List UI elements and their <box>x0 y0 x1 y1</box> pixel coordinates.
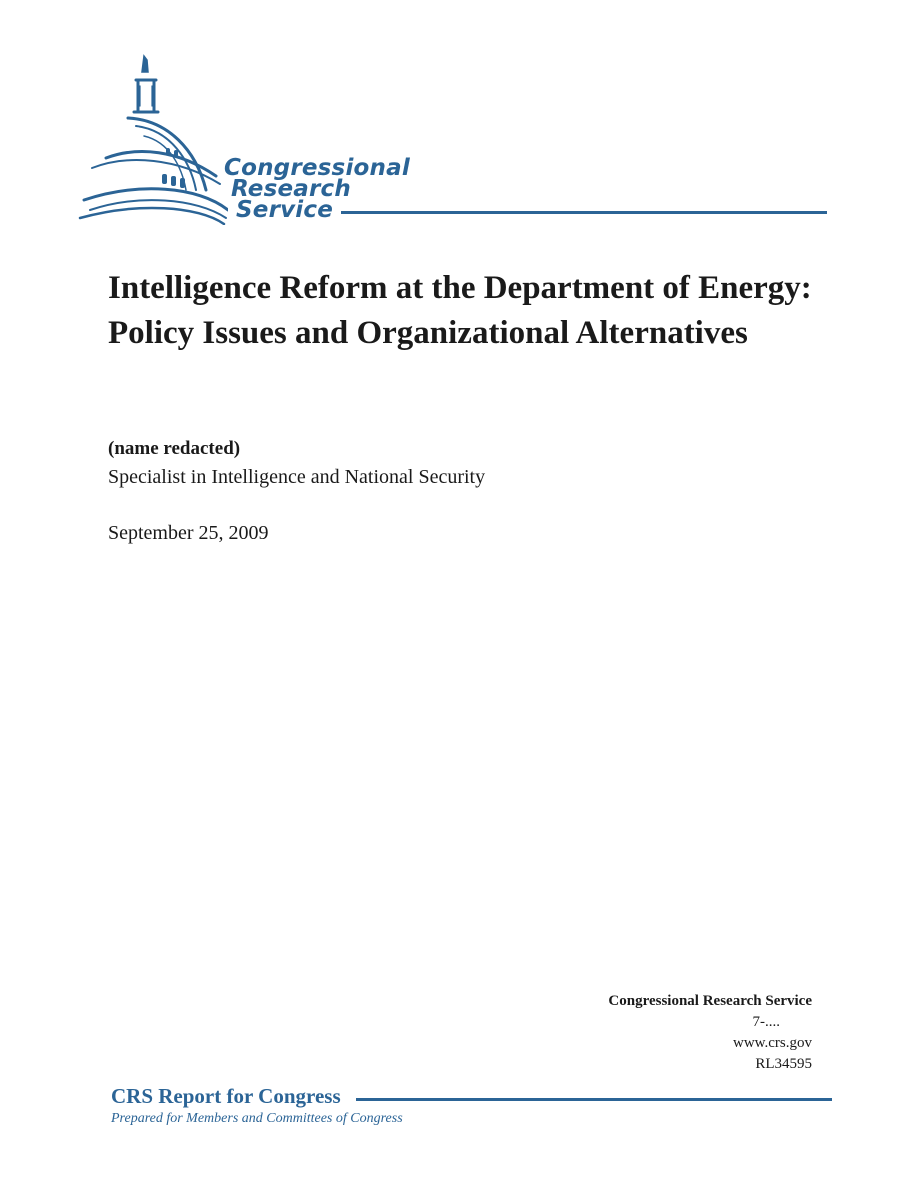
report-date: September 25, 2009 <box>108 522 269 544</box>
report-title: Intelligence Reform at the Department of Energy: Policy Issues and Organizational Alternatives <box>108 270 812 351</box>
publisher-website: www.crs.gov <box>732 1035 812 1051</box>
logo-line-congressional: Congressional <box>224 155 410 181</box>
footer-subtitle: Prepared for Members and Committees of Congress <box>111 1111 403 1126</box>
publisher-org: Congressional Research Service <box>608 993 812 1009</box>
footer-divider <box>356 1098 832 1101</box>
author-name: (name redacted) <box>108 438 241 459</box>
header-divider <box>341 211 827 214</box>
crs-logo <box>78 50 838 230</box>
author-role: Specialist in Intelligence and National Security <box>108 466 486 488</box>
publisher-code: 7-.... <box>752 1014 780 1030</box>
capitol-dome-icon <box>78 50 228 225</box>
logo-line-service: Service <box>236 197 334 223</box>
footer-title: CRS Report for Congress <box>111 1084 341 1108</box>
logo-line-research: Research <box>231 176 351 202</box>
report-id: RL34595 <box>755 1056 812 1072</box>
publisher-block <box>608 990 812 1075</box>
